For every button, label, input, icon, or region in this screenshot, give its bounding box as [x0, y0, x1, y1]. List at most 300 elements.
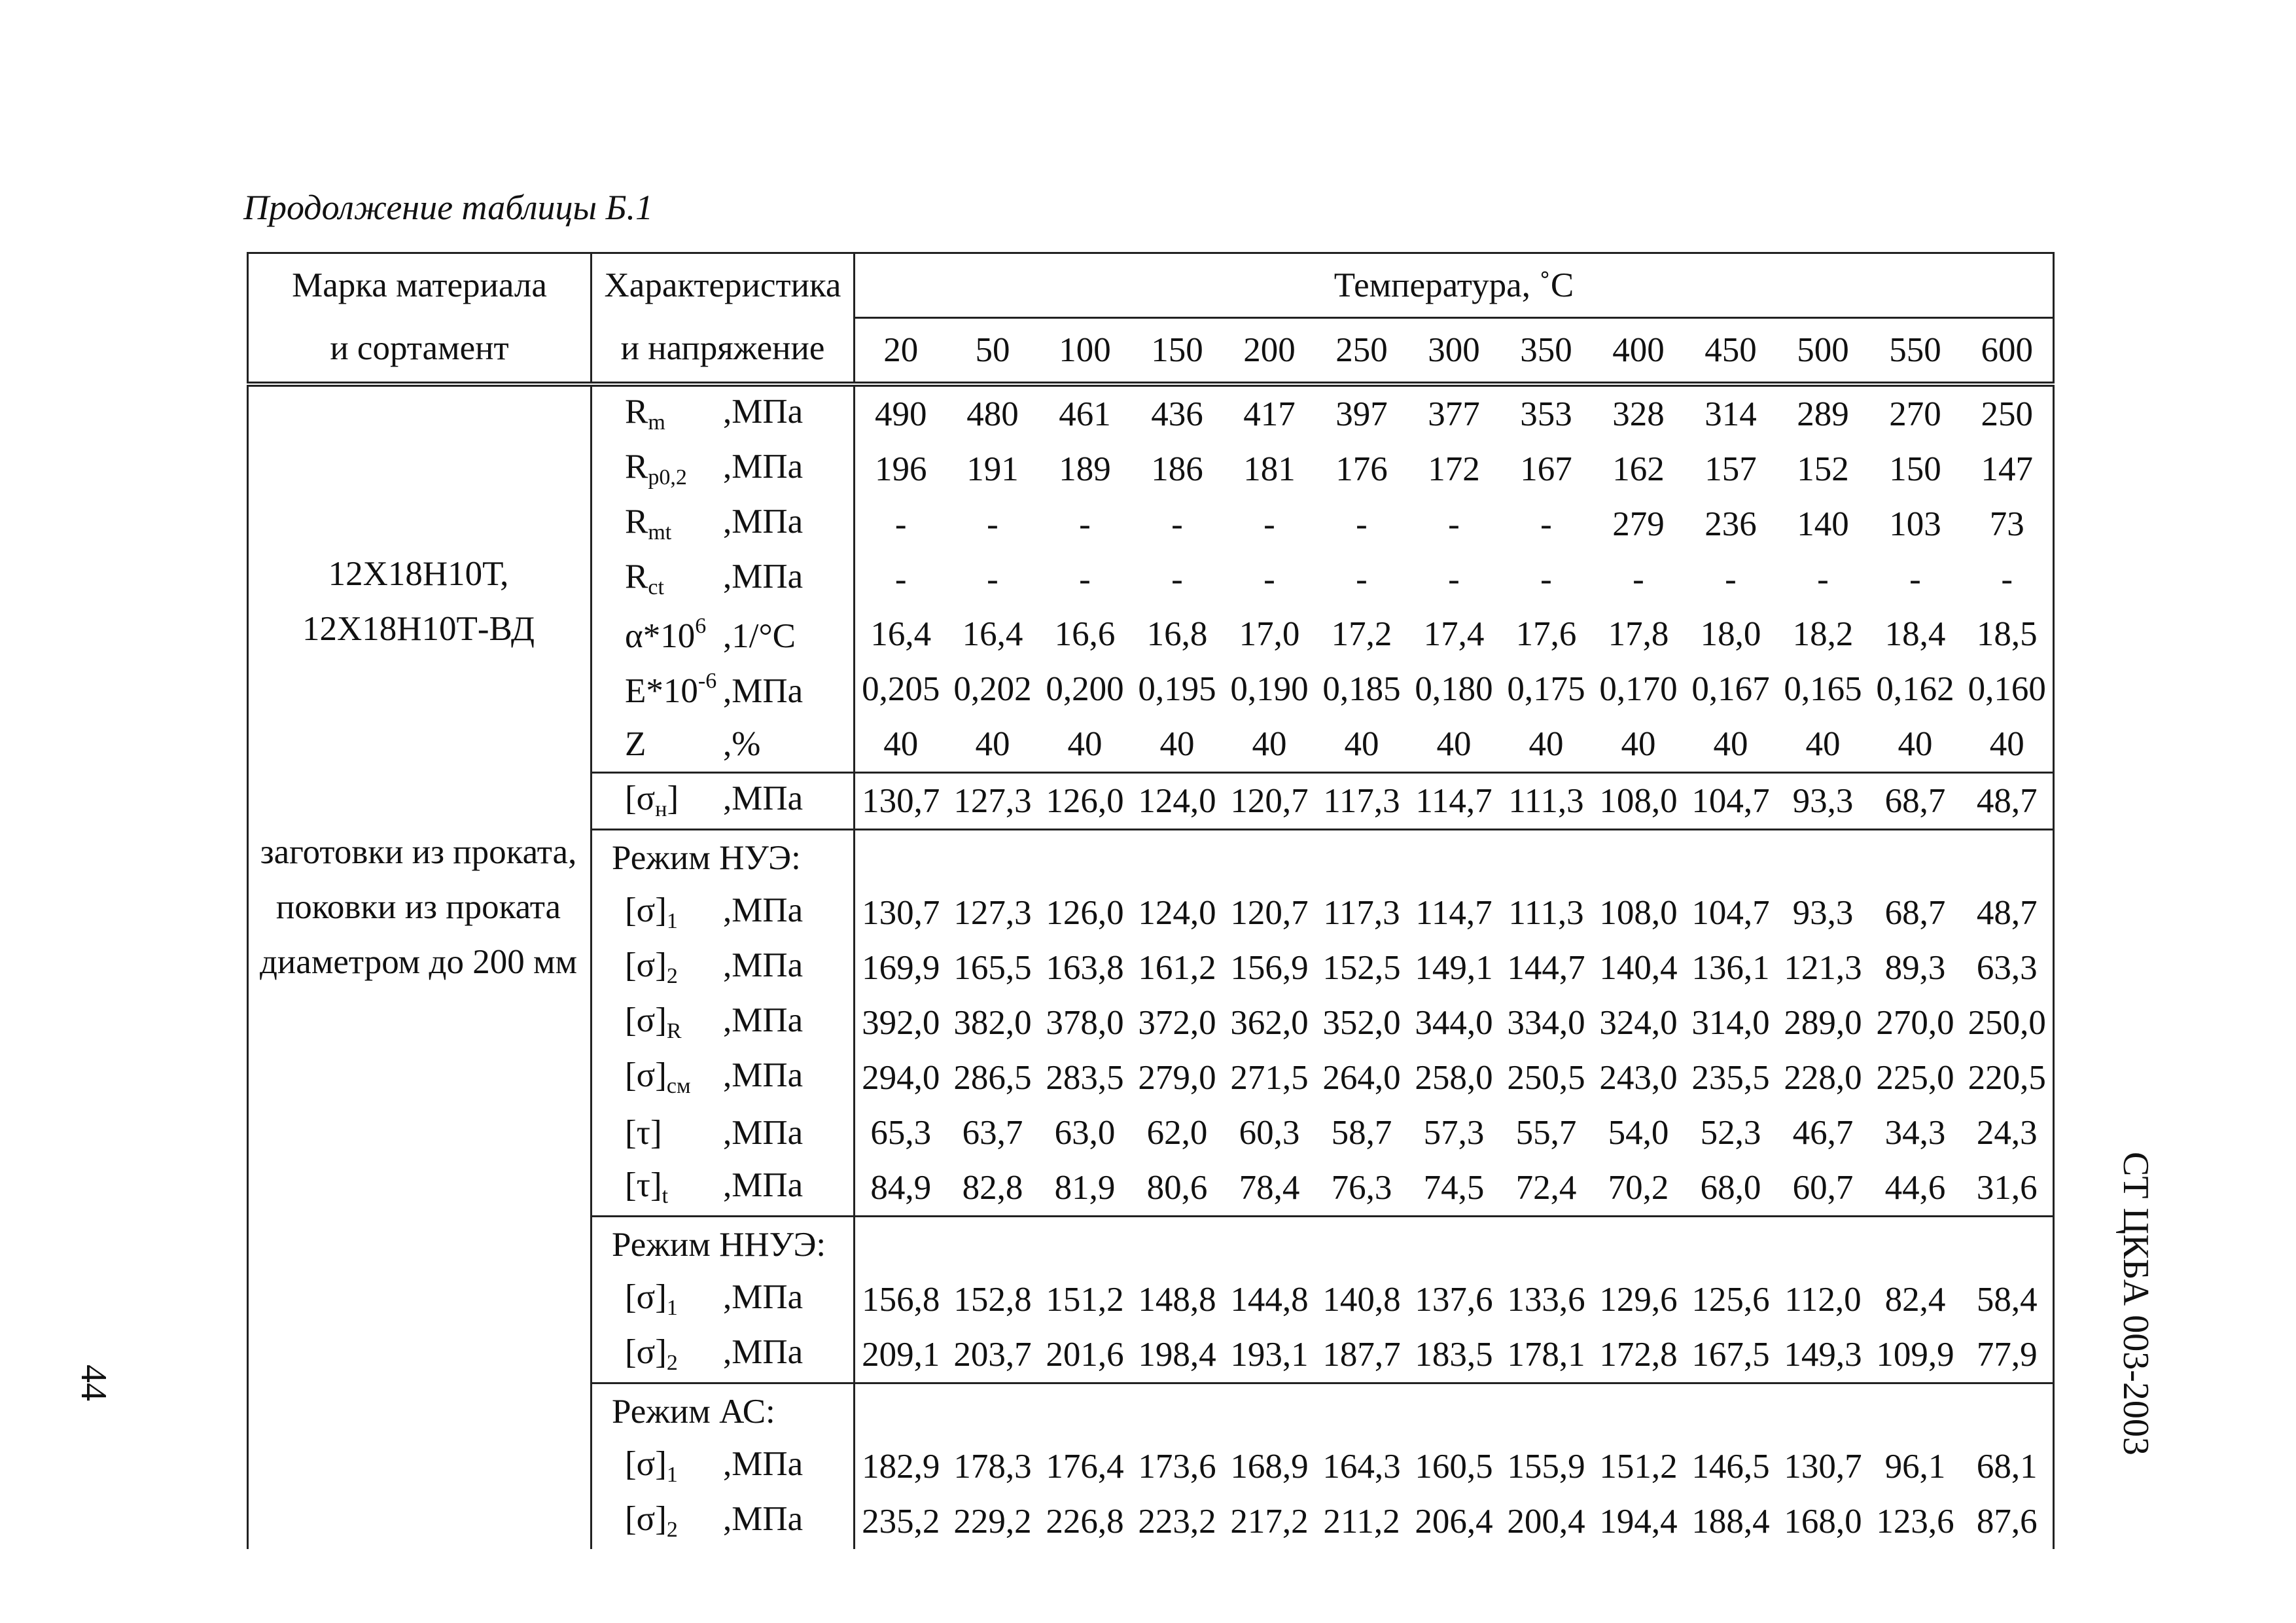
value-cell: 87,6	[1962, 1494, 2054, 1549]
symbol-subscript: p0,2	[648, 465, 687, 490]
value-cell: 0,200	[1046, 669, 1124, 708]
characteristic-cell	[592, 442, 855, 497]
value-cell: 111,3	[1508, 893, 1584, 932]
value-cell: 188,4	[1691, 1502, 1770, 1541]
symbol-superscript: 6	[695, 613, 707, 638]
value-cell: 161,2	[1138, 948, 1216, 987]
value-cell: 314,0	[1691, 1003, 1770, 1042]
characteristic-cell	[592, 1327, 855, 1383]
value-cell: 89,3	[1884, 948, 1946, 987]
value-cell: 152,8	[953, 1280, 1032, 1319]
symbol-subscript: 1	[666, 1463, 678, 1487]
value-cell: 96,1	[1884, 1447, 1946, 1486]
value-cell: 68,0	[1685, 1160, 1777, 1217]
characteristic-symbol: $E*10^{-6}$	[625, 668, 717, 710]
material-grade-line2: 12Х18Н10Т-ВД	[302, 610, 535, 648]
value-cell: 31,6	[1962, 1160, 2054, 1217]
material-grade	[247, 546, 590, 656]
value-cell: 0,190	[1230, 669, 1309, 708]
characteristic-unit: ,МПа	[723, 1278, 804, 1316]
value-cell: 397	[1335, 395, 1388, 433]
value-cell: 417	[1243, 395, 1296, 433]
value-cell: 17,6	[1515, 615, 1577, 653]
value-cell: 372,0	[1138, 1003, 1216, 1042]
value-cell: 146,5	[1691, 1447, 1770, 1486]
value-cell: 151,2	[1046, 1280, 1124, 1319]
characteristic-symbol: $[\sigma]_1$	[625, 1278, 678, 1320]
value-cell: 201,6	[1039, 1327, 1131, 1383]
characteristic-symbol: $[\sigma]_{см}$	[625, 1056, 691, 1098]
value-cell: 40	[1500, 717, 1593, 773]
header-temperature-450: 450	[1685, 318, 1777, 385]
value-cell: 48,7	[1962, 773, 2054, 830]
characteristic-cell	[592, 497, 855, 552]
value-cell: 127,3	[947, 773, 1039, 830]
characteristic-cell	[592, 995, 855, 1050]
value-cell: 40	[855, 717, 947, 773]
value-cell: 168,0	[1784, 1502, 1862, 1541]
value-cell: 167,5	[1685, 1327, 1777, 1383]
symbol-subscript: см	[666, 1074, 691, 1098]
mode-title: Режим ННУЭ:	[592, 1217, 855, 1273]
value-cell: -	[1263, 505, 1275, 543]
value-cell: 191	[966, 450, 1019, 488]
symbol-subscript: н	[655, 797, 667, 821]
value-cell: 392,0	[855, 995, 947, 1050]
value-cell: 176	[1335, 450, 1388, 488]
value-cell: 217,2	[1230, 1502, 1309, 1541]
mode-title: Режим НУЭ:	[592, 830, 855, 886]
material-form-line1: заготовки из проката,	[260, 833, 577, 871]
header-temperature-350: 350	[1500, 318, 1593, 385]
value-cell: 130,7	[855, 773, 947, 830]
value-cell: 16,8	[1146, 615, 1208, 653]
value-cell: -	[1356, 505, 1368, 543]
value-cell: 270	[1889, 395, 1941, 433]
value-cell: 60,7	[1777, 1160, 1869, 1217]
value-cell: 40	[1316, 717, 1408, 773]
value-cell: 114,7	[1415, 893, 1492, 932]
characteristic-unit: ,МПа	[723, 671, 804, 710]
characteristic-unit: ,МПа	[723, 946, 804, 984]
value-cell: 169,9	[855, 940, 947, 995]
value-cell: 81,9	[1039, 1160, 1131, 1217]
value-cell: 40	[1224, 717, 1316, 773]
value-cell: 250	[1962, 384, 2054, 442]
value-cell: 344,0	[1415, 1003, 1493, 1042]
value-cell: 58,7	[1331, 1113, 1392, 1152]
symbol-subscript: 2	[666, 1351, 678, 1375]
table-row	[248, 384, 2054, 442]
value-cell: 250,0	[1962, 995, 2054, 1050]
symbol-subscript: m	[648, 410, 665, 435]
value-cell: -	[1263, 560, 1275, 598]
value-cell: 103	[1889, 505, 1941, 543]
value-cell: 167	[1520, 450, 1572, 488]
value-cell: 378,0	[1046, 1003, 1124, 1042]
value-cell: -	[1079, 560, 1091, 598]
value-cell: 60,3	[1239, 1113, 1300, 1152]
value-cell: 120,7	[1230, 893, 1309, 932]
value-cell: -	[1171, 560, 1183, 598]
characteristic-symbol: $R_{ct}$	[625, 558, 664, 599]
value-cell: 17,0	[1239, 615, 1300, 653]
value-cell: -	[855, 552, 947, 607]
value-cell: 124,0	[1138, 893, 1216, 932]
value-cell: 189	[1059, 450, 1111, 488]
value-cell: 243,0	[1599, 1058, 1678, 1097]
value-cell: 155,9	[1507, 1447, 1585, 1486]
value-cell: 157	[1704, 450, 1757, 488]
value-cell: 40	[1039, 717, 1131, 773]
value-cell: 226,8	[1046, 1502, 1124, 1541]
value-cell: 65,3	[855, 1105, 947, 1160]
value-cell: 0,195	[1138, 669, 1216, 708]
value-cell: 68,7	[1884, 893, 1946, 932]
value-cell: 187,7	[1316, 1327, 1408, 1383]
value-cell: 40	[947, 717, 1039, 773]
value-cell: 17,4	[1423, 615, 1485, 653]
characteristic-unit: ,МПа	[723, 503, 804, 541]
characteristic-symbol: $[\sigma]_2$	[625, 1333, 678, 1375]
value-cell: 149,3	[1777, 1327, 1869, 1383]
mode-filler	[855, 830, 2054, 886]
characteristic-symbol: $[\sigma]_R$	[625, 1001, 682, 1043]
characteristic-cell	[592, 607, 855, 662]
value-cell: 223,2	[1138, 1502, 1216, 1541]
characteristic-symbol: $R_{p0,2}$	[625, 448, 687, 490]
value-cell: 63,7	[962, 1113, 1023, 1152]
value-cell: 77,9	[1962, 1327, 2054, 1383]
value-cell: 220,5	[1962, 1050, 2054, 1105]
value-cell: 73	[1962, 497, 2054, 552]
value-cell: 40	[1408, 717, 1500, 773]
header-temperature-title: Температура, ˚С	[855, 253, 2054, 318]
header-temperature-300: 300	[1408, 318, 1500, 385]
header-characteristic	[592, 253, 855, 385]
value-cell: 0,180	[1415, 669, 1493, 708]
symbol-subscript: 1	[666, 909, 678, 933]
value-cell: 124,0	[1131, 773, 1224, 830]
value-cell: 362,0	[1230, 1003, 1309, 1042]
value-cell: 108,0	[1599, 893, 1678, 932]
characteristic-unit: ,МПа	[723, 891, 804, 929]
value-cell: 70,2	[1593, 1160, 1685, 1217]
value-cell: 198,4	[1131, 1327, 1224, 1383]
value-cell: 150	[1889, 450, 1941, 488]
value-cell: 144,7	[1507, 948, 1585, 987]
characteristic-cell	[592, 773, 855, 830]
characteristic-cell	[592, 1105, 855, 1160]
value-cell: 0,165	[1784, 669, 1862, 708]
value-cell: 0,202	[953, 669, 1032, 708]
value-cell: 152,5	[1322, 948, 1401, 987]
value-cell: 172,8	[1593, 1327, 1685, 1383]
material-form	[247, 825, 590, 990]
value-cell: -	[1540, 505, 1552, 543]
value-cell: -	[1540, 560, 1552, 598]
header-temperature-500: 500	[1777, 318, 1869, 385]
value-cell: 136,1	[1691, 948, 1770, 987]
value-cell: 178,1	[1500, 1327, 1593, 1383]
value-cell: 54,0	[1608, 1113, 1669, 1152]
value-cell: 34,3	[1884, 1113, 1946, 1152]
value-cell: 121,3	[1784, 948, 1862, 987]
value-cell: 111,3	[1500, 773, 1593, 830]
value-cell: 250,5	[1507, 1058, 1585, 1097]
value-cell: 186	[1151, 450, 1203, 488]
value-cell: 120,7	[1224, 773, 1316, 830]
characteristic-cell	[592, 552, 855, 607]
value-cell: 78,4	[1224, 1160, 1316, 1217]
value-cell: 144,8	[1230, 1280, 1309, 1319]
symbol-subscript: 2	[666, 964, 678, 988]
value-cell: 17,2	[1331, 615, 1392, 653]
value-cell: 63,0	[1054, 1113, 1116, 1152]
value-cell: 129,6	[1599, 1280, 1678, 1319]
table-caption: Продолжение таблицы Б.1	[243, 188, 653, 227]
characteristic-symbol: $[\sigma]_1$	[625, 1445, 678, 1487]
header-char-line2: и напряжение	[620, 329, 825, 367]
value-cell: 228,0	[1784, 1058, 1862, 1097]
value-cell: 117,3	[1316, 773, 1408, 830]
characteristic-cell	[592, 1494, 855, 1549]
value-cell: 289,0	[1784, 1003, 1862, 1042]
value-cell: 76,3	[1316, 1160, 1408, 1217]
value-cell: 377	[1428, 395, 1480, 433]
characteristic-unit: ,%	[723, 724, 761, 763]
value-cell: 235,5	[1691, 1058, 1770, 1097]
value-cell: 40	[1131, 717, 1224, 773]
value-cell: 130,7	[855, 885, 947, 940]
value-cell: 173,6	[1138, 1447, 1216, 1486]
value-cell: 108,0	[1593, 773, 1685, 830]
characteristic-cell	[592, 717, 855, 773]
characteristic-symbol: $[\tau]_t$	[625, 1166, 669, 1208]
value-cell: 40	[1685, 717, 1777, 773]
value-cell: 0,160	[1962, 662, 2054, 717]
value-cell: -	[1725, 560, 1737, 598]
value-cell: 63,3	[1962, 940, 2054, 995]
value-cell: 140,4	[1599, 948, 1678, 987]
value-cell: -	[987, 505, 998, 543]
header-char-line1: Характеристика	[604, 266, 841, 304]
characteristic-unit: ,1/°С	[723, 616, 796, 655]
value-cell: 156,9	[1230, 948, 1309, 987]
characteristic-symbol: $[\sigma]_2$	[625, 1500, 678, 1542]
value-cell: 18,0	[1700, 615, 1761, 653]
header-temperature-600: 600	[1962, 318, 2054, 385]
value-cell: 140	[1797, 505, 1849, 543]
characteristic-cell	[592, 885, 855, 940]
value-cell: 264,0	[1322, 1058, 1401, 1097]
value-cell: 461	[1059, 395, 1111, 433]
characteristic-symbol: Z	[625, 724, 646, 763]
value-cell: 152	[1797, 450, 1849, 488]
characteristic-cell	[592, 1272, 855, 1327]
value-cell: 225,0	[1876, 1058, 1954, 1097]
value-cell: 18,2	[1792, 615, 1854, 653]
value-cell: 194,4	[1599, 1502, 1678, 1541]
value-cell: 165,5	[953, 948, 1032, 987]
value-cell: 126,0	[1046, 893, 1124, 932]
value-cell: 18,4	[1884, 615, 1946, 653]
header-temperature-250: 250	[1316, 318, 1408, 385]
material-grade-line1: 12Х18Н10Т,	[328, 555, 509, 593]
value-cell: 271,5	[1230, 1058, 1309, 1097]
characteristic-cell	[592, 662, 855, 717]
value-cell: -	[1448, 560, 1460, 598]
symbol-subscript: 1	[666, 1296, 678, 1320]
characteristic-cell	[592, 384, 855, 442]
value-cell: -	[1079, 505, 1091, 543]
value-cell: 40	[1962, 717, 2054, 773]
value-cell: 235,2	[855, 1494, 947, 1549]
value-cell: 182,9	[855, 1439, 947, 1494]
value-cell: 163,8	[1046, 948, 1124, 987]
characteristic-unit: ,МПа	[723, 1445, 804, 1483]
value-cell: 57,3	[1423, 1113, 1485, 1152]
value-cell: 52,3	[1700, 1113, 1761, 1152]
characteristic-symbol: $\alpha*10^6$	[625, 613, 707, 655]
value-cell: 176,4	[1046, 1447, 1124, 1486]
value-cell: 270,0	[1876, 1003, 1954, 1042]
characteristic-unit: ,МПа	[723, 1166, 804, 1204]
value-cell: 324,0	[1599, 1003, 1678, 1042]
value-cell: 480	[966, 395, 1019, 433]
characteristic-unit: ,МПа	[723, 558, 804, 596]
value-cell: 164,3	[1322, 1447, 1401, 1486]
value-cell: 74,5	[1408, 1160, 1500, 1217]
material-form-line2: поковки из проката	[275, 888, 561, 926]
header-temperature-550: 550	[1869, 318, 1962, 385]
value-cell: 130,7	[1784, 1447, 1862, 1486]
value-cell: 279,0	[1138, 1058, 1216, 1097]
value-cell: 148,8	[1138, 1280, 1216, 1319]
value-cell: 93,3	[1792, 893, 1854, 932]
header-material	[248, 253, 592, 385]
value-cell: 44,6	[1869, 1160, 1962, 1217]
characteristic-symbol: $R_{mt}$	[625, 503, 672, 544]
value-cell: -	[1448, 505, 1460, 543]
value-cell: 140,8	[1322, 1280, 1401, 1319]
header-temperature-100: 100	[1039, 318, 1131, 385]
characteristic-symbol: $[\sigma_н]$	[625, 779, 679, 821]
characteristic-unit: ,МПа	[723, 1056, 804, 1094]
value-cell: 40	[1593, 717, 1685, 773]
value-cell: 0,205	[855, 662, 947, 717]
characteristic-symbol: [τ]	[625, 1113, 662, 1152]
symbol-subscript: R	[666, 1019, 682, 1043]
value-cell: 68,7	[1869, 773, 1962, 830]
characteristic-unit: ,МПа	[723, 1113, 804, 1152]
characteristic-symbol: $R_m$	[625, 393, 665, 435]
value-cell: 84,9	[855, 1160, 947, 1217]
value-cell: 382,0	[953, 1003, 1032, 1042]
value-cell: 334,0	[1507, 1003, 1585, 1042]
value-cell: 490	[855, 384, 947, 442]
value-cell: 178,3	[953, 1447, 1032, 1486]
characteristic-cell	[592, 1160, 855, 1217]
header-temperature-200: 200	[1224, 318, 1316, 385]
value-cell: 82,4	[1884, 1280, 1946, 1319]
value-cell: 289	[1797, 395, 1849, 433]
value-cell: 55,7	[1515, 1113, 1577, 1152]
value-cell: 203,7	[947, 1327, 1039, 1383]
characteristic-unit: ,МПа	[723, 448, 804, 486]
characteristic-cell	[592, 940, 855, 995]
header-temperature-150: 150	[1131, 318, 1224, 385]
value-cell: -	[1909, 560, 1921, 598]
standard-code: СТ ЦКБА 003-2003	[2115, 1152, 2156, 1455]
value-cell: 48,7	[1962, 885, 2054, 940]
value-cell: 209,1	[855, 1327, 947, 1383]
value-cell: 162	[1612, 450, 1665, 488]
value-cell: 117,3	[1323, 893, 1400, 932]
value-cell: 127,3	[953, 893, 1032, 932]
value-cell: 0,162	[1876, 669, 1954, 708]
value-cell: 114,7	[1408, 773, 1500, 830]
value-cell: -	[1633, 560, 1644, 598]
mode-filler	[855, 1383, 2054, 1440]
value-cell: 156,8	[855, 1272, 947, 1327]
value-cell: 286,5	[953, 1058, 1032, 1097]
value-cell: 80,6	[1131, 1160, 1224, 1217]
symbol-subscript: 2	[666, 1518, 678, 1542]
value-cell: 133,6	[1507, 1280, 1585, 1319]
value-cell: 183,5	[1408, 1327, 1500, 1383]
value-cell: 24,3	[1962, 1105, 2054, 1160]
value-cell: 109,9	[1869, 1327, 1962, 1383]
value-cell: 328	[1612, 395, 1665, 433]
value-cell: -	[1962, 552, 2054, 607]
mode-title: Режим АС:	[592, 1383, 855, 1440]
value-cell: 160,5	[1415, 1447, 1493, 1486]
page-number: 44	[73, 1364, 114, 1401]
value-cell: 58,4	[1962, 1272, 2054, 1327]
value-cell: 17,8	[1608, 615, 1669, 653]
header-temperature-400: 400	[1593, 318, 1685, 385]
value-cell: 147	[1962, 442, 2054, 497]
value-cell: 168,9	[1230, 1447, 1309, 1486]
value-cell: 258,0	[1415, 1058, 1493, 1097]
characteristic-unit: ,МПа	[723, 1500, 804, 1538]
header-material-line1: Марка материала	[292, 266, 547, 304]
characteristic-cell	[592, 1050, 855, 1105]
value-cell: -	[1356, 560, 1368, 598]
value-cell: 436	[1151, 395, 1203, 433]
symbol-subscript: mt	[648, 520, 672, 544]
value-cell: 352,0	[1322, 1003, 1401, 1042]
header-temperature-20: 20	[855, 318, 947, 385]
symbol-subscript: ct	[648, 575, 664, 599]
value-cell: 125,6	[1691, 1280, 1770, 1319]
value-cell: 149,1	[1415, 948, 1493, 987]
value-cell: 137,6	[1415, 1280, 1493, 1319]
value-cell: 0,167	[1691, 669, 1770, 708]
symbol-superscript: -6	[698, 668, 717, 693]
characteristic-symbol: $[\sigma]_2$	[625, 946, 678, 988]
value-cell: 68,1	[1962, 1439, 2054, 1494]
value-cell: 123,6	[1876, 1502, 1954, 1541]
value-cell: 181	[1243, 450, 1296, 488]
value-cell: 200,4	[1507, 1502, 1585, 1541]
header-temperature-50: 50	[947, 318, 1039, 385]
characteristic-symbol: $[\sigma]_1$	[625, 891, 678, 933]
header-material-line2: и сортамент	[330, 329, 509, 367]
value-cell: 279	[1612, 505, 1665, 543]
material-form-line3: диаметром до 200 мм	[259, 943, 578, 981]
